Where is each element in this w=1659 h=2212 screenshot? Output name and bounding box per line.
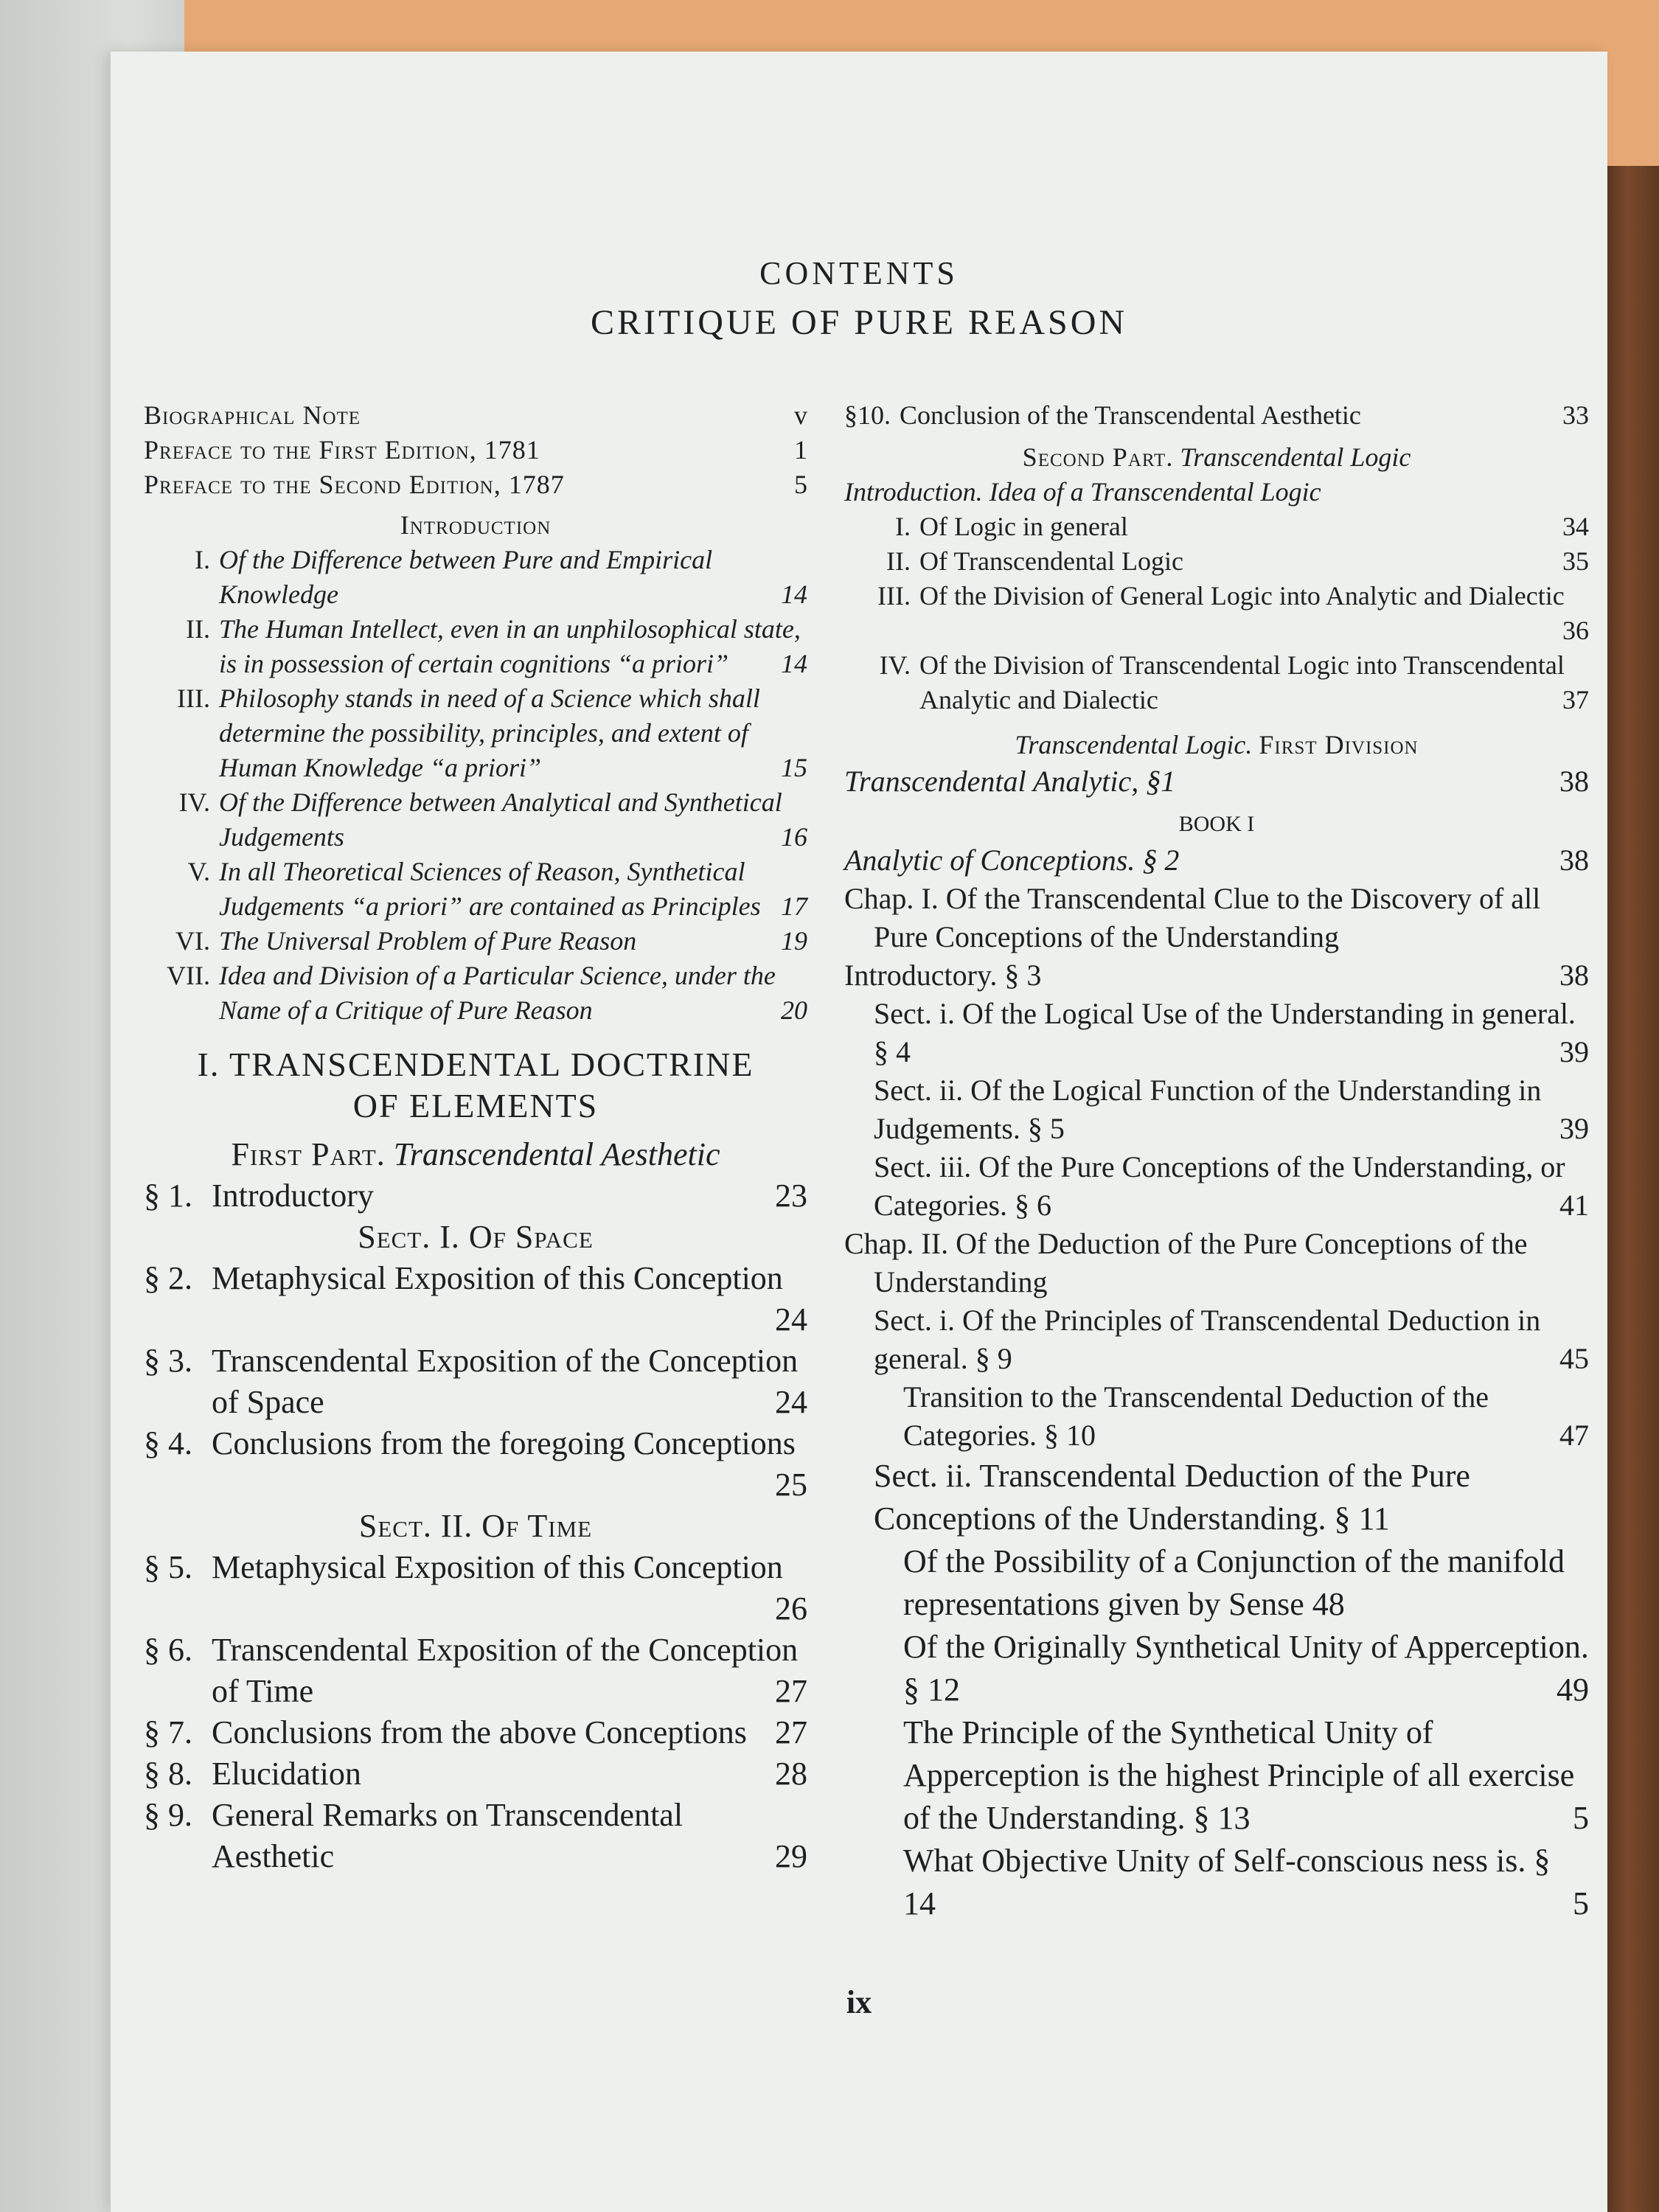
entry-title: What Objective Unity of Self-conscious ness is. § 14 <box>903 1843 1551 1921</box>
entry-page: 45 <box>1559 1342 1589 1375</box>
toc-entry <box>844 1378 1589 1455</box>
entry-title: In all Theoretical Sciences of Reason, Synthetical Judgements “a priori” are contained as Principles 17 <box>219 855 807 924</box>
book-title: CRITIQUE OF PURE REASON <box>590 303 1128 342</box>
entry-page: 33 <box>1562 400 1589 430</box>
entry-page: 35 <box>1562 546 1589 576</box>
entry-page: 15 <box>781 753 807 782</box>
entry-title: Metaphysical Exposition of this Conception 24 <box>212 1258 807 1340</box>
entry-number: IV. <box>879 650 911 680</box>
toc-entry <box>844 648 1589 717</box>
entry-title: Transcendental Exposition of the Conception of Space 24 <box>212 1340 807 1423</box>
entry-page: 27 <box>775 1673 807 1709</box>
entry-number: VI. <box>175 926 210 956</box>
introduction-heading: Introduction <box>400 510 552 540</box>
entry-number: I. <box>195 545 210 574</box>
toc-entry <box>144 433 807 467</box>
entry-title: Sect. i. Of the Principles of Transcendental Deduction in general. § 9 <box>874 1304 1541 1375</box>
toc-entry <box>844 956 1589 995</box>
book-page <box>111 52 1607 2212</box>
logic-intro-heading: Introduction. Idea of a Transcendental Logic <box>844 477 1321 507</box>
entry-number: I. <box>895 512 911 541</box>
entry-page: 24 <box>775 1301 807 1338</box>
toc-entry <box>144 785 807 855</box>
entry-number: § 9. <box>144 1797 192 1833</box>
chapter-heading: Chap. II. Of the Deduction of the Pure Conceptions of the Understanding <box>844 1227 1528 1298</box>
toc-entry <box>844 544 1589 579</box>
entry-number: § 6. <box>144 1632 192 1668</box>
entry-title: The Human Intellect, even in an unphilosophical state, is in possession of certain cognitions “a priori” 14 <box>219 612 807 681</box>
entry-page: 47 <box>1559 1419 1589 1452</box>
second-part-heading: Second Part. Transcendental Logic <box>1022 442 1411 472</box>
first-division-heading: Transcendental Logic. First Division <box>1015 730 1419 759</box>
entry-page: 5 <box>1573 1885 1589 1921</box>
entry-title: Of the Division of General Logic into Analytic and Dialectic 36 <box>919 579 1589 648</box>
toc-entry <box>144 398 807 433</box>
toc-entry <box>144 855 807 924</box>
toc-entry <box>144 1258 807 1340</box>
toc-entry <box>844 509 1589 544</box>
entry-page: 1 <box>794 435 807 465</box>
toc-entry <box>144 1795 807 1877</box>
entry-title: Of the Originally Synthetical Unity of Apperception. § 12 <box>903 1629 1589 1708</box>
entry-title: Analytic of Conceptions. § 2 <box>844 844 1180 877</box>
toc-entry <box>844 398 1589 433</box>
entry-number: § 2. <box>144 1260 192 1296</box>
toc-entry <box>144 1712 807 1753</box>
entry-number: II. <box>186 614 210 644</box>
entry-number: § 8. <box>144 1756 192 1792</box>
entry-number: III. <box>877 581 911 611</box>
entry-number: § 5. <box>144 1549 192 1585</box>
first-part-heading: First Part. Transcendental Aesthetic <box>231 1136 720 1172</box>
entry-number: VII. <box>167 961 210 990</box>
entry-title: Of Transcendental Logic 35 <box>919 544 1589 579</box>
entry-title: Sect. ii. Of the Logical Function of the Understanding in Judgements. § 5 <box>874 1074 1542 1145</box>
toc-entry <box>144 612 807 681</box>
entry-title: Conclusion of the Transcendental Aesthetic 33 <box>900 398 1589 433</box>
toc-entry <box>844 1301 1589 1378</box>
entry-number: § 3. <box>144 1343 192 1379</box>
toc-entry <box>144 1340 807 1423</box>
entry-title: Transcendental Exposition of the Conception of Time 27 <box>212 1630 807 1712</box>
toc-entry <box>844 1148 1589 1225</box>
entry-page: 5 <box>1573 1800 1589 1836</box>
entry-number: §10. <box>844 400 891 430</box>
toc-entry <box>844 1071 1589 1148</box>
entry-page: 34 <box>1562 512 1589 541</box>
entry-page: 26 <box>775 1590 807 1627</box>
entry-title: General Remarks on Transcendental Aesthetic 29 <box>212 1795 807 1877</box>
entry-page: 16 <box>781 822 807 852</box>
entry-title: Transition to the Transcendental Deduction of the Categories. § 10 <box>903 1380 1489 1452</box>
toc-entry <box>844 1840 1589 1925</box>
chapter-heading: Chap. I. Of the Transcendental Clue to the Discovery of all Pure Conceptions of the Understanding <box>844 882 1541 953</box>
sect-time-heading: Sect. II. Of Time <box>358 1508 593 1544</box>
entry-page: 38 <box>1559 844 1589 877</box>
entry-title: Preface to the First Edition, 1781 <box>144 435 540 465</box>
book-edge <box>1607 166 1659 2212</box>
entry-title: The Principle of the Synthetical Unity of Apperception is the highest Principle of all exercise of the Understanding. § 13 <box>903 1714 1575 1836</box>
toc-entry <box>844 995 1589 1071</box>
toc-entry <box>144 1753 807 1795</box>
entry-title: Of the Difference between Analytical and Synthetical Judgements 16 <box>219 785 807 855</box>
entry-title: Of the Division of Transcendental Logic into Transcendental Analytic and Dialectic 37 <box>919 648 1589 717</box>
entry-title: Conclusions from the foregoing Conceptions 25 <box>212 1423 807 1506</box>
entry-number: § 4. <box>144 1425 192 1461</box>
entry-page: 17 <box>781 891 807 921</box>
toc-entry <box>844 1626 1589 1711</box>
entry-page: 38 <box>1559 765 1589 798</box>
book-heading: BOOK I <box>1178 812 1255 836</box>
toc-entry <box>844 841 1589 880</box>
entry-page: 5 <box>794 470 807 499</box>
sect-space-heading: Sect. I. Of Space <box>358 1219 594 1255</box>
entry-title: Introductory. § 3 <box>844 959 1042 992</box>
toc-entry <box>144 681 807 785</box>
entry-title: The Universal Problem of Pure Reason 19 <box>219 924 807 959</box>
entry-title: Preface to the Second Edition, 1787 <box>144 470 565 499</box>
toc-entry <box>144 959 807 1028</box>
toc-entry <box>844 1540 1589 1626</box>
entry-page: 20 <box>781 995 807 1025</box>
toc-entry <box>144 1423 807 1506</box>
entry-page: 14 <box>781 580 807 609</box>
entry-number: III. <box>177 684 210 713</box>
entry-title: Sect. iii. Of the Pure Conceptions of the Understanding, or Categories. § 6 <box>874 1150 1565 1222</box>
entry-title: Transcendental Analytic, §1 <box>844 765 1176 798</box>
entry-title: Biographical Note <box>144 400 361 430</box>
entry-number: IV. <box>178 787 210 817</box>
page-number: ix <box>846 1984 872 2020</box>
entry-title: Conclusions from the above Conceptions 27 <box>212 1712 807 1753</box>
entry-title: Idea and Division of a Particular Science, under the Name of a Critique of Pure Reason 20 <box>219 959 807 1028</box>
entry-page: v <box>794 400 807 430</box>
toc-entry <box>144 1630 807 1712</box>
right-column <box>844 398 1589 1925</box>
entry-page: 36 <box>1562 616 1589 645</box>
left-column <box>144 398 807 1877</box>
entry-page: 25 <box>775 1467 807 1503</box>
entry-page: 48 <box>1312 1586 1345 1622</box>
entry-title: Philosophy stands in need of a Science which shall determine the possibility, principles, and extent of Human Knowledge “a priori” 15 <box>219 681 807 785</box>
toc-entry <box>144 924 807 959</box>
entry-number: § 7. <box>144 1714 192 1750</box>
entry-page: 49 <box>1557 1672 1589 1708</box>
entry-page: 19 <box>781 926 807 956</box>
toc-entry <box>144 1547 807 1630</box>
entry-page: 23 <box>775 1178 807 1214</box>
entry-title: Sect. i. Of the Logical Use of the Understanding in general. § 4 <box>874 997 1576 1068</box>
toc-entry <box>144 543 807 612</box>
entry-page: 27 <box>775 1714 807 1750</box>
entry-title: § 1. Introductory <box>144 1178 374 1214</box>
entry-page: 38 <box>1559 959 1589 992</box>
entry-page: 39 <box>1559 1112 1589 1145</box>
toc-entry <box>844 1711 1589 1840</box>
toc-entry <box>144 1175 807 1217</box>
toc-entry <box>844 579 1589 648</box>
toc-entry <box>144 467 807 502</box>
entry-number: V. <box>187 857 210 886</box>
doctrine-heading: I. TRANSCENDENTAL DOCTRINE OF ELEMENTS <box>197 1046 754 1124</box>
entry-number: II. <box>886 546 911 576</box>
section-heading: Sect. ii. Transcendental Deduction of the Pure Conceptions of the Understanding. § 11 <box>874 1458 1470 1537</box>
entry-page: 28 <box>775 1756 807 1792</box>
toc-entry <box>844 762 1589 801</box>
entry-page: 24 <box>775 1384 807 1420</box>
entry-page: 39 <box>1559 1035 1589 1068</box>
entry-page: 29 <box>775 1838 807 1874</box>
entry-title: Of Logic in general 34 <box>919 509 1589 544</box>
entry-page: 37 <box>1562 685 1589 714</box>
entry-page: 41 <box>1559 1189 1589 1222</box>
entry-title: Of the Difference between Pure and Empirical Knowledge 14 <box>219 543 807 612</box>
entry-title: Elucidation 28 <box>212 1753 807 1795</box>
entry-page: 14 <box>781 649 807 678</box>
entry-title: Metaphysical Exposition of this Conception 26 <box>212 1547 807 1630</box>
contents-heading: CONTENTS <box>759 255 959 291</box>
entry-title: Of the Possibility of a Conjunction of the manifold representations given by Sense <box>903 1543 1565 1622</box>
